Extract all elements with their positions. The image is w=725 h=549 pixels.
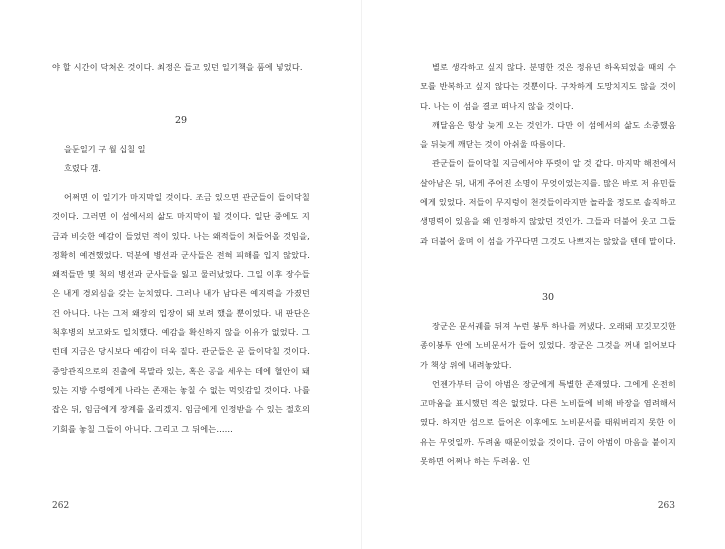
diary-date: 을둔일기 구 월 십칠 일 <box>64 144 146 154</box>
right-page <box>362 0 725 549</box>
section-number-29: 29 <box>174 115 188 126</box>
page-number-right: 263 <box>657 501 675 511</box>
right-paragraph-4: 장군은 문서궤를 뒤져 누런 봉투 하나를 꺼냈다. 오래돼 꼬깃꼬깃한 종이봉투 안에 노비문서가 들어 있었다. 장군은 그것을 꺼내 읽어보다가 책상 위에 내려놓았다. <box>420 321 676 370</box>
right-paragraph-1: 별로 생각하고 싶지 않다. 분명한 것은 정유년 하옥되었을 때의 수모를 반복하고 싶지 않다는 것뿐이다. 구차하게 도망치지도 않을 것이다. 나는 이 섬을 결코 떠나지 않을 것이다. <box>420 62 676 111</box>
diary-weather: 흐렸다 갬. <box>64 163 101 174</box>
right-paragraph-2: 깨달음은 항상 늦게 오는 것인가. 다만 이 섬에서의 삶도 소중했음을 뒤늦게 깨닫는 것이 아쉬울 따름이다. <box>420 119 676 150</box>
right-bottom-text <box>420 317 676 471</box>
diary-main-paragraph: 어쩌면 이 일기가 마지막일 것이다. 조금 있으면 관군들이 들이닥칠 것이다. 그러면 이 섬에서의 삶도 마지막이 될 것이다. 일단 중에도 지금과 비슷한 예감이 들었던 적이 있다. 나는 왜적들이 쳐들어올 것임을, 정확히 예견했었다. 덕분에 병선과 군사들은 전혀 피해를 입지 않았다. 왜적들만 몇 척의 병선과 군사들을 잃고 물러났었다. 그일 이후 장수들은 내게 경외심을 갖는 눈치였다. 그러나 내가 남다른 예지력을 가졌던 건 아니다. 나는 그저 왜장의 입장이 돼 보려 했을 뿐이었다. 내 판단은 척후병의 보고와도 일치했다. 예감을 확신하지 않을 이유가 없었다. 그런데 지금은 당시보다 예감이 더욱 짙다. 관군들은 곧 들이닥칠 것이다. 중앙관직으로의 진출에 목말라 있는, 혹은 공을 세우는 데에 혈안이 돼 있는 지방 수령에게 나라는 존재는 놓칠 수 없는 먹잇감일 것이다. 나를 잡은 뒤, 임금에게 장계를 올리겠지. 임금에게 인정받을 수 있는 절호의 기회를 놓칠 그들이 아니다. 그리고 그 뒤에는…… <box>52 192 310 434</box>
opening-lines: 야 할 시간이 닥쳐온 것이다. 최정은 들고 있던 일기책을 품에 넣었다. <box>52 62 303 72</box>
opening-paragraph <box>52 58 310 77</box>
left-page <box>0 0 362 549</box>
diary-header <box>52 140 310 179</box>
right-paragraph-3: 관군들이 들이닥칠 지금에서야 뚜렷이 알 것 같다. 마지막 해전에서 살아남은 뒤, 내게 주어진 소명이 무엇이었는지를. 많은 바로 저 유민들에게 있었다. 저들이 무지렁이 천것들이라지만 놀라울 정도로 솔직하고 생명력이 있음을 왜 인정하지 않았던 것인가. 그들과 더불어 웃고 그들과 더불어 울며 이 섬을 가꾸다면 그것도 나쁘지는 않았을 텐데 말이다. <box>420 158 676 246</box>
section-number-30: 30 <box>541 292 555 303</box>
page-number-left: 262 <box>52 501 70 511</box>
right-paragraph-5: 언젠가부터 금이 아범은 장군에게 특별한 존재였다. 그에게 온전히 고마움을 표시했던 적은 없었다. 다른 노비들에 비해 바장을 염려해서였다. 하지만 섬으로 들어온 이후에도 노비문서를 태워버리지 못한 이유는 무엇일까. 두려움 때문이었을 것이다. 금이 아범이 마음을 붙이지 못하면 어쩌나 하는 두려움. 인 <box>420 378 676 467</box>
diary-entry <box>52 188 310 439</box>
right-top-text <box>420 58 676 251</box>
